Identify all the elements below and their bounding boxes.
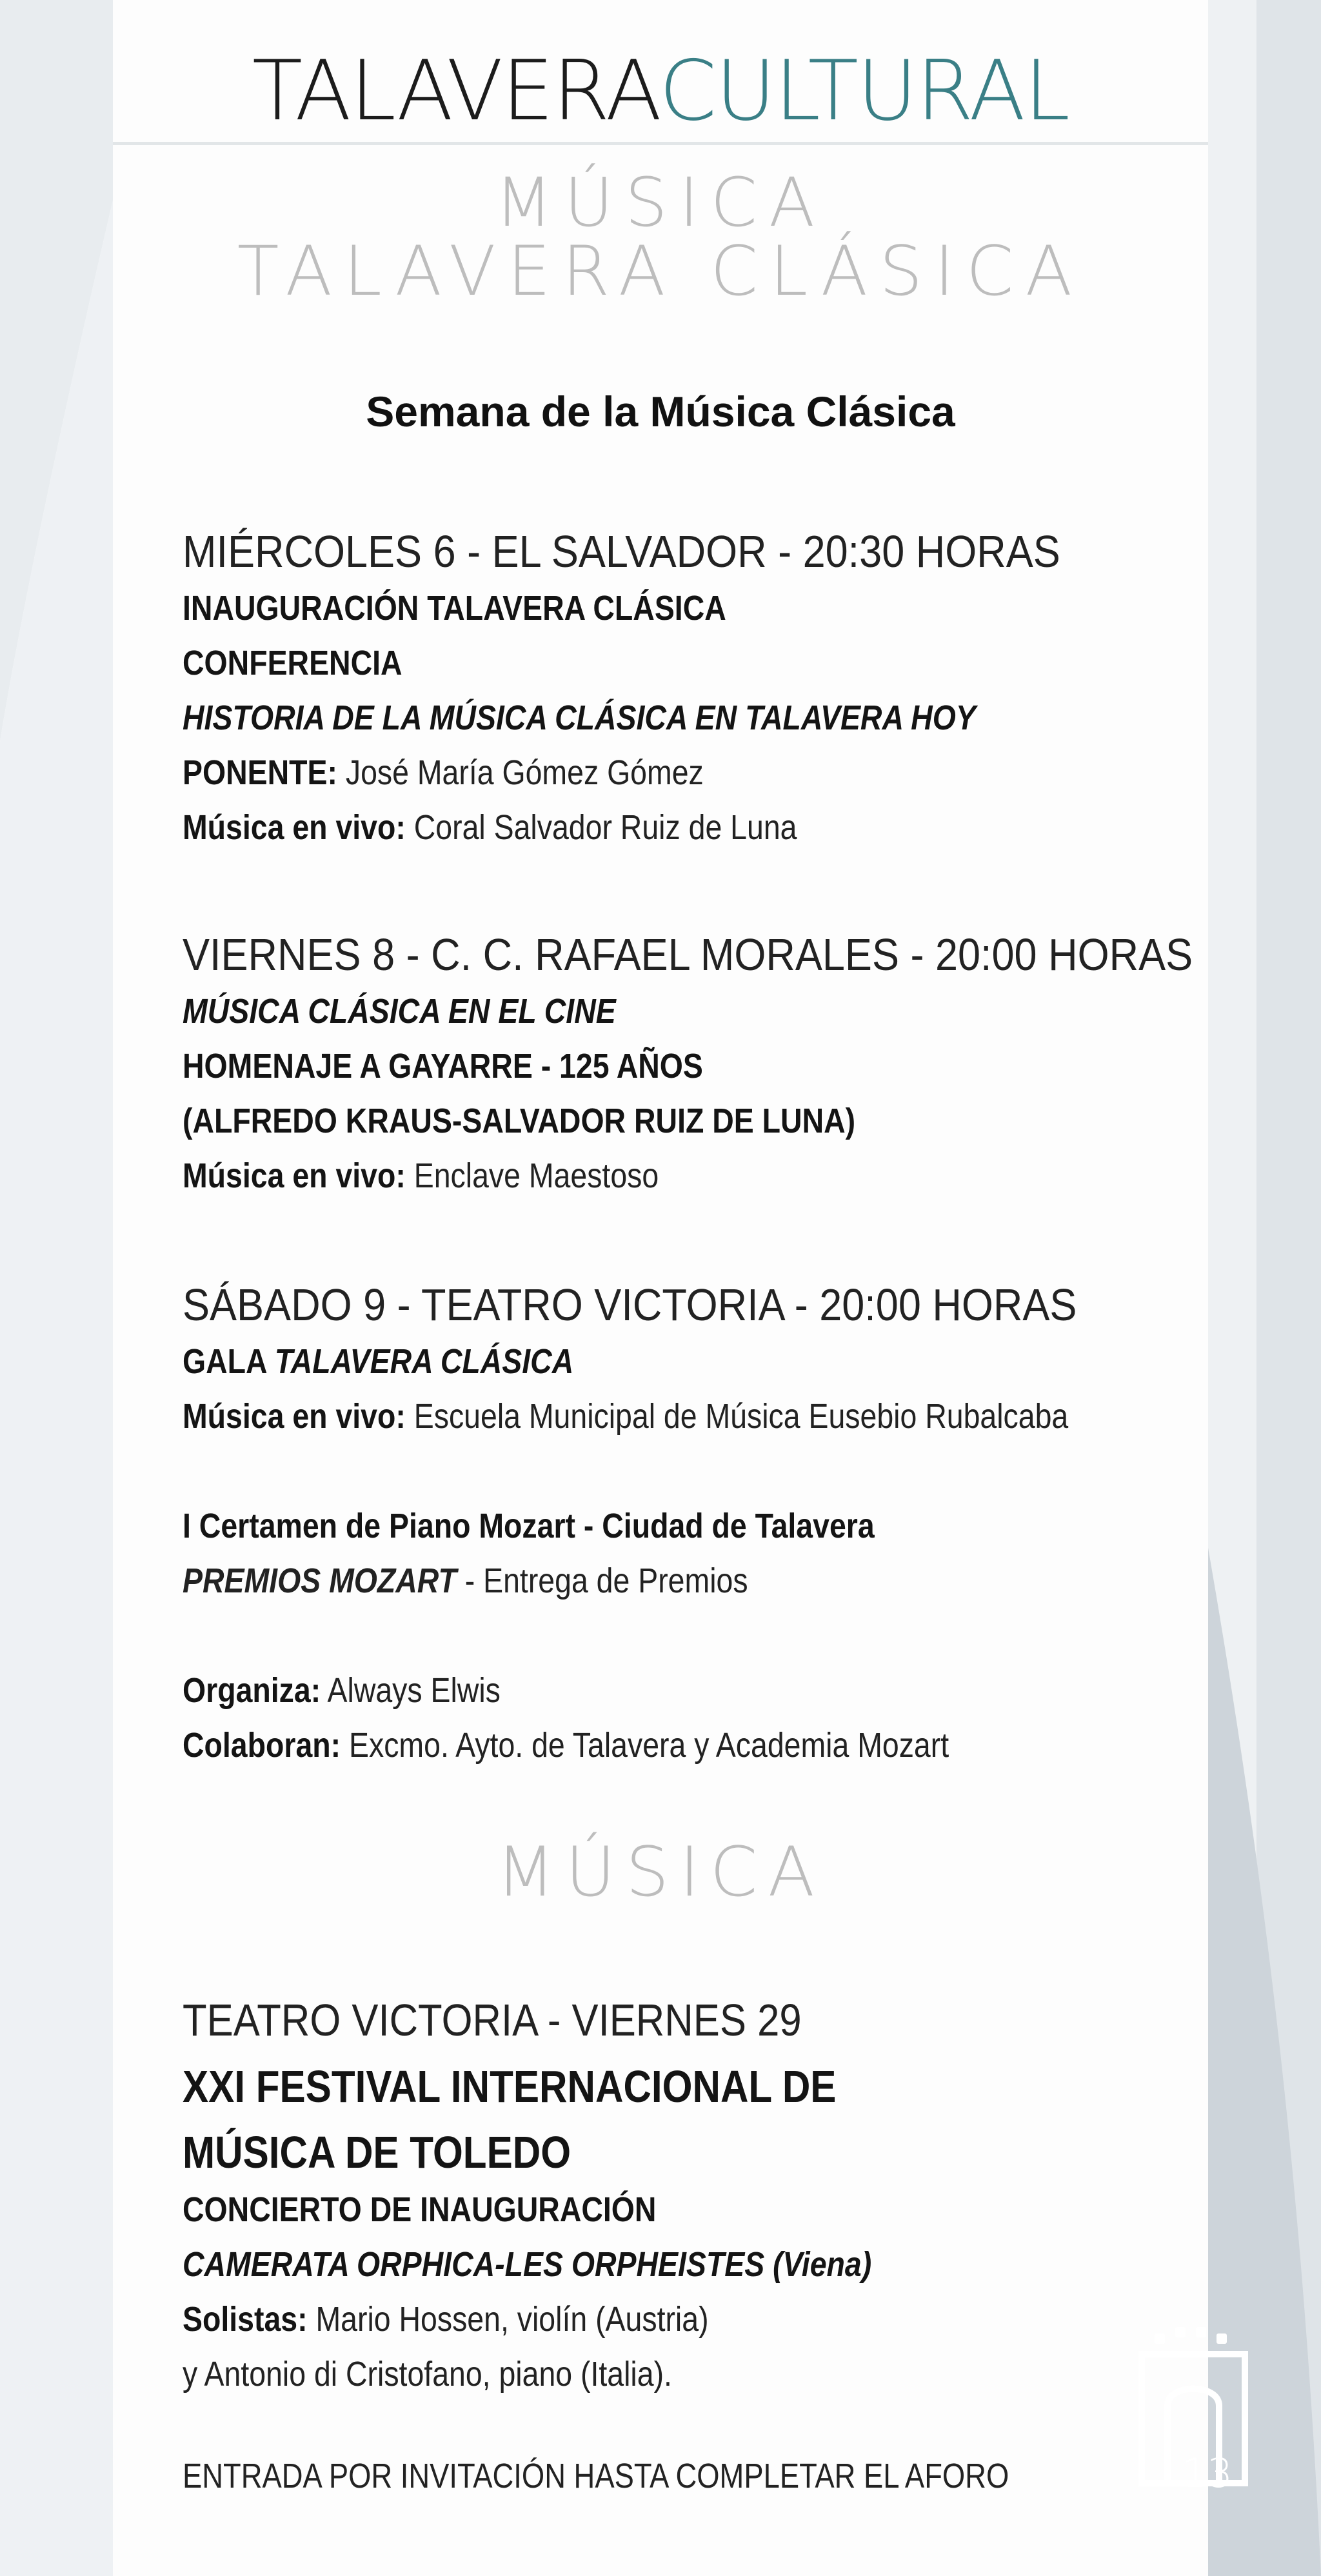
masthead-cultural: CULTURAL <box>659 43 1069 139</box>
event1-music-name: Coral Salvador Ruiz de Luna <box>405 808 797 847</box>
event1-topic: HISTORIA DE LA MÚSICA CLÁSICA EN TALAVERA HOY <box>183 698 976 737</box>
section-title-musica-2: MÚSICA <box>495 1832 826 1912</box>
event2-tribute-names: (ALFREDO KRAUS-SALVADOR RUIZ DE LUNA) <box>183 1102 856 1140</box>
masthead-talavera: TALAVERA <box>252 43 659 139</box>
event4-soloists-label: Solistas: <box>183 2300 308 2339</box>
event3-organiza-name: Always Elwis <box>321 1671 501 1710</box>
masthead-divider <box>113 142 1208 145</box>
event4-entry-note: ENTRADA POR INVITACIÓN HASTA COMPLETAR EL AFORO <box>183 2457 1009 2495</box>
event3-colaboran-name: Excmo. Ayto. de Talavera y Academia Mozart <box>341 1726 949 1765</box>
event1-speaker-name: José María Gómez Gómez <box>337 753 704 792</box>
section-title-musica: MÚSICA <box>494 163 827 242</box>
event3-premios-text: - Entrega de Premios <box>456 1561 748 1600</box>
event1-music <box>183 807 797 847</box>
content-page <box>113 0 1208 2576</box>
masthead-title <box>113 43 1208 139</box>
event3-organiza <box>183 1670 501 1710</box>
event3-organiza-label: Organiza: <box>183 1671 321 1710</box>
event3-music-name: Escuela Municipal de Música Eusebio Rubalcaba <box>405 1397 1069 1436</box>
event3-gala <box>183 1342 573 1382</box>
event3-header: SÁBADO 9 - TEATRO VICTORIA - 20:00 HORAS <box>183 1280 1077 1330</box>
event4-ensemble: CAMERATA ORPHICA-LES ORPHEISTES (Viena) <box>183 2245 872 2284</box>
page-number: 13 <box>1182 2450 1233 2497</box>
event2-title: MÚSICA CLÁSICA EN EL CINE <box>183 992 616 1031</box>
event1-speaker <box>183 753 704 793</box>
event3-gala-prefix: GALA <box>183 1342 275 1381</box>
event4-festival-line2: MÚSICA DE TOLEDO <box>183 2127 571 2177</box>
event1-speaker-label: PONENTE: <box>183 753 337 792</box>
event2-music <box>183 1156 659 1196</box>
section-title-talavera-clasica: TALAVERA CLÁSICA <box>237 232 1084 311</box>
event2-music-name: Enclave Maestoso <box>405 1156 659 1195</box>
event2-tribute: HOMENAJE A GAYARRE - 125 AÑOS <box>183 1047 703 1085</box>
event3-colaboran <box>183 1725 949 1765</box>
page-subtitle: Semana de la Música Clásica <box>366 388 955 435</box>
event1-type: CONFERENCIA <box>183 644 402 682</box>
event3-certamen: I Certamen de Piano Mozart - Ciudad de Talavera <box>183 1507 875 1545</box>
event4-soloists <box>183 2299 709 2339</box>
event3-premios <box>183 1561 748 1601</box>
event2-music-label: Música en vivo: <box>183 1156 406 1195</box>
event4-festival-line1: XXI FESTIVAL INTERNACIONAL DE <box>183 2061 837 2112</box>
event3-gala-name: TALAVERA CLÁSICA <box>274 1342 574 1381</box>
event1-header: MIÉRCOLES 6 - EL SALVADOR - 20:30 HORAS <box>183 526 1060 577</box>
event3-premios-name: PREMIOS MOZART <box>183 1561 457 1600</box>
event3-colaboran-label: Colaboran: <box>183 1726 341 1765</box>
event1-music-label: Música en vivo: <box>183 808 406 847</box>
event3-music <box>183 1396 1068 1436</box>
event4-soloists-names: Mario Hossen, violín (Austria) <box>307 2300 709 2339</box>
event4-soloists-2: y Antonio di Cristofano, piano (Italia). <box>183 2355 672 2393</box>
event4-header: TEATRO VICTORIA - VIERNES 29 <box>183 1995 802 2045</box>
event2-header: VIERNES 8 - C. C. RAFAEL MORALES - 20:00 HORAS <box>183 929 1193 980</box>
event3-music-label: Música en vivo: <box>183 1397 406 1436</box>
event4-concert: CONCIERTO DE INAUGURACIÓN <box>183 2190 657 2229</box>
event1-title: INAUGURACIÓN TALAVERA CLÁSICA <box>183 589 726 628</box>
